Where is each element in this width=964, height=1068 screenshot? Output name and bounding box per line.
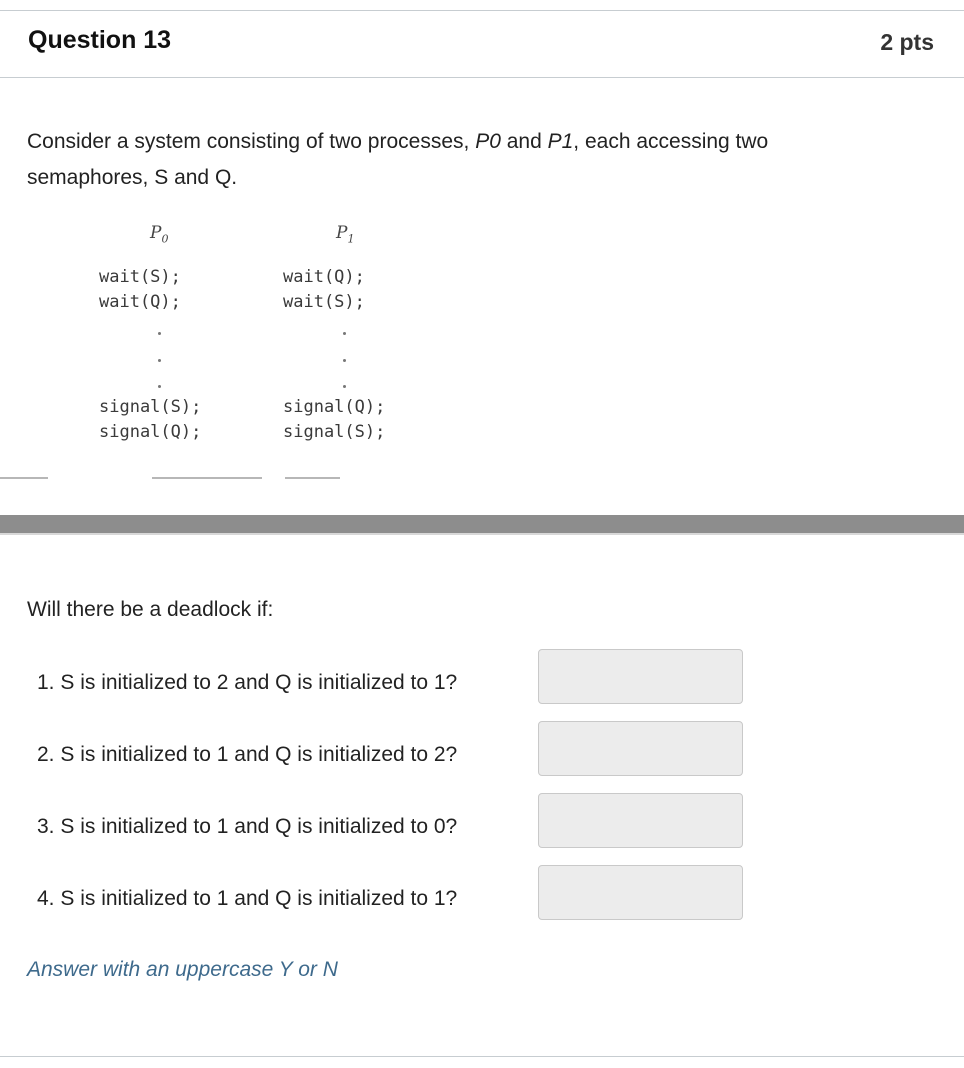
p1-signal-2: signal(S); [283,422,386,442]
question-item-1: 1. S is initialized to 2 and Q is initialized to 1? [37,671,458,694]
p1-wait-1: wait(Q); [283,267,365,287]
answer-input-2[interactable] [538,721,743,776]
bottom-divider [0,1056,964,1057]
scan-artifact [152,477,262,479]
p1-ellipsis-dot [343,385,346,388]
p0-ellipsis-dot [158,385,161,388]
intro-and: and [500,130,548,153]
p0-wait-1: wait(S); [99,267,181,287]
intro-p0: P0 [475,130,501,153]
answer-input-3[interactable] [538,793,743,848]
p1-wait-2: wait(S); [283,292,365,312]
question-points: 2 pts [880,29,934,55]
p1-ellipsis-dot [343,332,346,335]
top-divider [0,10,964,11]
question-intro [27,124,927,196]
semaphore-code-figure [0,205,964,505]
intro-text-1: Consider a system consisting of two processes, [27,130,476,153]
question-item-3: 3. S is initialized to 1 and Q is initialized to 0? [37,815,458,838]
image-crop-band-edge [0,533,964,535]
image-crop-band [0,515,964,533]
intro-p1: P1 [547,130,574,153]
deadlock-prompt: Will there be a deadlock if: [27,598,274,621]
intro-text-2: , each accessing two [573,130,769,153]
p1-header: $P_1$ [336,223,355,246]
p0-ellipsis-dot [158,332,161,335]
question-item-2: 2. S is initialized to 1 and Q is initialized to 2? [37,743,458,766]
answer-hint: Answer with an uppercase Y or N [27,958,338,981]
p1-signal-1: signal(Q); [283,397,386,417]
question-title: Question 13 [28,26,172,54]
p0-signal-1: signal(S); [99,397,202,417]
scan-artifact [0,477,48,479]
answer-input-4[interactable] [538,865,743,920]
header-divider [0,77,964,78]
p0-header: $P_0$ [150,223,169,246]
question-item-4: 4. S is initialized to 1 and Q is initialized to 1? [37,887,458,910]
p1-ellipsis-dot [343,359,346,362]
scan-artifact [285,477,340,479]
p0-ellipsis-dot [158,359,161,362]
intro-line-2: semaphores, S and Q. [27,166,238,189]
answer-input-1[interactable] [538,649,743,704]
p0-signal-2: signal(Q); [99,422,202,442]
p0-wait-2: wait(Q); [99,292,181,312]
